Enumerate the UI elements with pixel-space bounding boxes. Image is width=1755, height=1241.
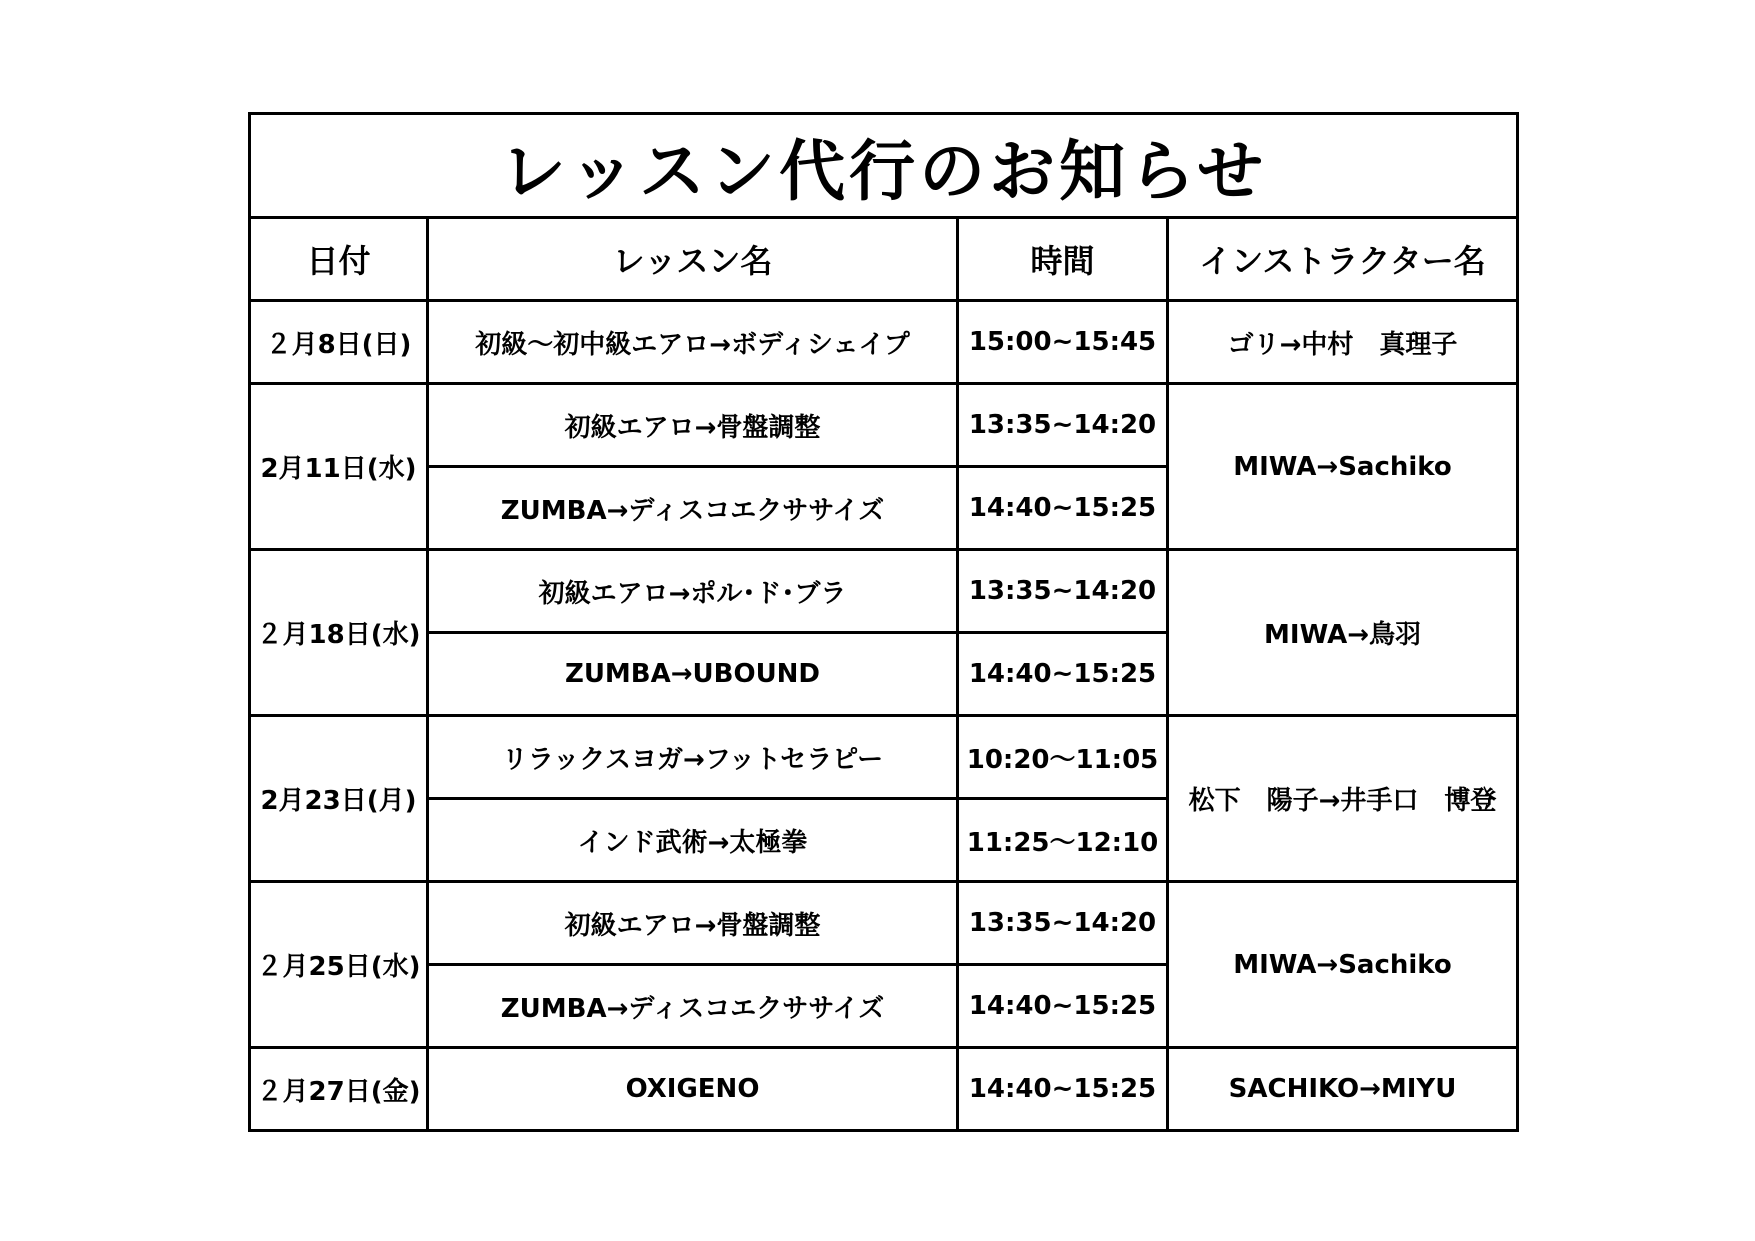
table-row bbox=[250, 1048, 1518, 1131]
header-date: 日付 bbox=[250, 218, 428, 301]
lesson-cell: リラックスヨガ→フットセラピー bbox=[428, 716, 958, 799]
lesson-cell: ZUMBA→ディスコエクササイズ bbox=[428, 467, 958, 550]
lesson-cell: 初級エアロ→骨盤調整 bbox=[428, 882, 958, 965]
lesson-cell: インド武術→太極拳 bbox=[428, 799, 958, 882]
table-row bbox=[250, 716, 1518, 799]
date-cell: ２月27日(金) bbox=[250, 1048, 428, 1131]
time-cell: 14:40~15:25 bbox=[958, 633, 1168, 716]
time-cell: 13:35~14:20 bbox=[958, 384, 1168, 467]
table-row bbox=[250, 301, 1518, 384]
date-cell: ２月8日(日) bbox=[250, 301, 428, 384]
date-cell: ２月18日(水) bbox=[250, 550, 428, 716]
instructor-cell: MIWA→Sachiko bbox=[1168, 384, 1518, 550]
instructor-cell: ゴリ→中村 真理子 bbox=[1168, 301, 1518, 384]
instructor-cell: MIWA→鳥羽 bbox=[1168, 550, 1518, 716]
lesson-cell: OXIGENO bbox=[428, 1048, 958, 1131]
header-instructor: インストラクター名 bbox=[1168, 218, 1518, 301]
table-row bbox=[250, 384, 1518, 467]
title-row bbox=[250, 114, 1518, 218]
lesson-substitution-table bbox=[248, 112, 1519, 1132]
time-cell: 13:35~14:20 bbox=[958, 550, 1168, 633]
header-row bbox=[250, 218, 1518, 301]
header-lesson: レッスン名 bbox=[428, 218, 958, 301]
instructor-cell: MIWA→Sachiko bbox=[1168, 882, 1518, 1048]
date-cell: 2月23日(月) bbox=[250, 716, 428, 882]
date-cell: 2月11日(水) bbox=[250, 384, 428, 550]
time-cell: 14:40~15:25 bbox=[958, 467, 1168, 550]
time-cell: 11:25～12:10 bbox=[958, 799, 1168, 882]
table-row bbox=[250, 882, 1518, 965]
time-cell: 14:40~15:25 bbox=[958, 1048, 1168, 1131]
lesson-cell: ZUMBA→ディスコエクササイズ bbox=[428, 965, 958, 1048]
instructor-cell: 松下 陽子→井手口 博登 bbox=[1168, 716, 1518, 882]
date-cell: ２月25日(水) bbox=[250, 882, 428, 1048]
lesson-cell: 初級エアロ→ポル･ド･ブラ bbox=[428, 550, 958, 633]
instructor-cell: SACHIKO→MIYU bbox=[1168, 1048, 1518, 1131]
page-title: レッスン代行のお知らせ bbox=[250, 114, 1518, 218]
lesson-cell: 初級～初中級エアロ→ボディシェイプ bbox=[428, 301, 958, 384]
time-cell: 15:00~15:45 bbox=[958, 301, 1168, 384]
lesson-cell: ZUMBA→UBOUND bbox=[428, 633, 958, 716]
header-time: 時間 bbox=[958, 218, 1168, 301]
time-cell: 13:35~14:20 bbox=[958, 882, 1168, 965]
time-cell: 14:40~15:25 bbox=[958, 965, 1168, 1048]
lesson-cell: 初級エアロ→骨盤調整 bbox=[428, 384, 958, 467]
table-row bbox=[250, 550, 1518, 633]
time-cell: 10:20～11:05 bbox=[958, 716, 1168, 799]
